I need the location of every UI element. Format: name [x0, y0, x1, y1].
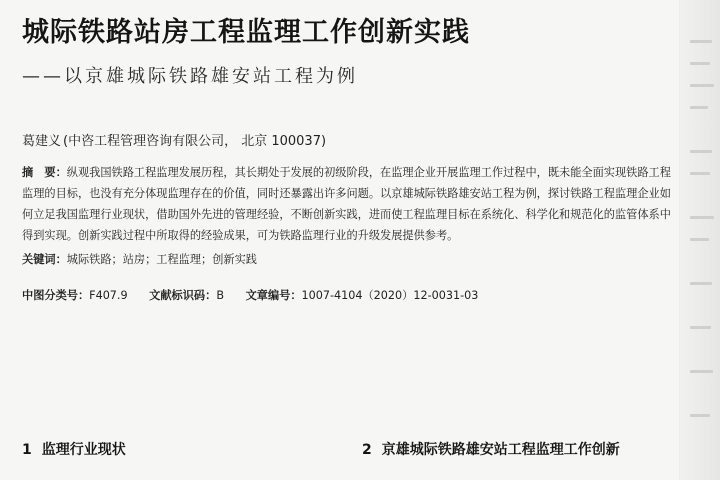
adjacent-page-edge: [679, 0, 720, 480]
faint-text-line: [690, 172, 710, 175]
article-id: [246, 289, 479, 302]
article-id-value: 1007-4104（2020）12-0031-03: [301, 289, 479, 302]
faint-text-line: [690, 84, 714, 87]
author-affiliation: (中咨工程管理咨询有限公司， 北京 100037): [63, 134, 327, 149]
keywords-text: 城际铁路；站房；工程监理；创新实践: [66, 253, 257, 266]
article-id-label: 文章编号：: [245, 289, 302, 302]
keywords-label: 关键词：: [22, 253, 67, 266]
abstract-label: 摘 要：: [22, 166, 67, 179]
abstract-text: 纵观我国铁路工程监理发展历程，其长期处于发展的初级阶段，在监理企业开展监理工作过程中，既未能全面实现铁路工程监理的目标，也没有充分体现监理存在的价值，同时还暴露出许多问题。以京雄城际铁路雄安站工程为例，探讨铁路工程监理企业如何立足我国监理行业现状，借助国外先进的管理经验，不断创新实践，进而使工程监理目标在系统化、科学化和规范化的监管体系中得到实现。创新实践过程中所取得的经验成果，可为铁路监理行业的升级发展提供参考。: [22, 166, 671, 242]
section-title: 监理行业现状: [41, 442, 126, 458]
section-heading-1: [22, 439, 126, 459]
faint-text-line: [690, 150, 712, 153]
faint-text-line: [690, 62, 710, 65]
faint-text-line: [690, 106, 708, 109]
faint-text-line: [690, 326, 711, 329]
section-number: 2: [362, 442, 372, 458]
faint-text-line: [690, 414, 710, 417]
keywords: [22, 251, 257, 267]
faint-text-line: [690, 370, 713, 373]
classification-info: [22, 287, 496, 303]
clc-value: F407.9: [89, 289, 128, 302]
document-code: [149, 289, 227, 302]
document-code-label: 文献标识码：: [149, 289, 217, 302]
section-heading-2: [362, 439, 620, 459]
article-title: 城际铁路站房工程监理工作创新实践: [22, 17, 470, 48]
clc-number: [22, 289, 131, 302]
faint-text-line: [690, 40, 712, 43]
author-line: [22, 130, 326, 149]
section-number: 1: [22, 442, 32, 458]
section-title: 京雄城际铁路雄安站工程监理工作创新: [381, 442, 620, 458]
author-name: 葛建义: [22, 134, 62, 149]
clc-label: 中图分类号：: [22, 289, 90, 302]
faint-text-line: [690, 216, 714, 219]
faint-text-line: [690, 282, 712, 285]
article-subtitle: ——以京雄城际铁路雄安站工程为例: [22, 66, 358, 87]
document-code-value: B: [216, 289, 224, 302]
faint-text-line: [690, 238, 709, 241]
abstract: [22, 162, 672, 246]
